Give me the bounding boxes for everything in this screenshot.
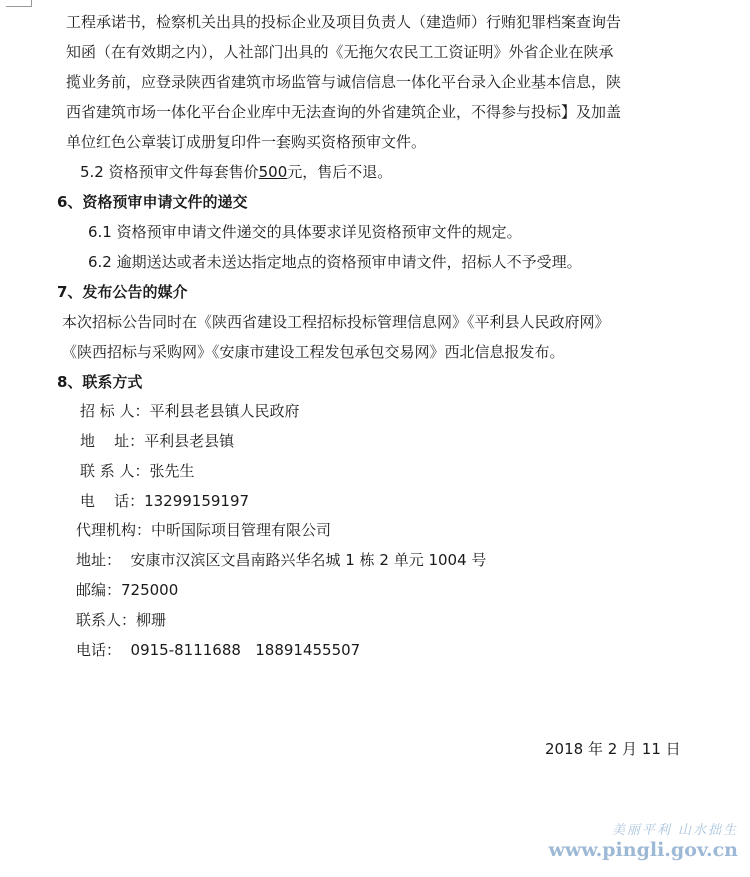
body-line-1: 工程承诺书，检察机关出具的投标企业及项目负责人（建造师）行贿犯罪档案查询告: [66, 13, 622, 31]
heading-section-7: 7、发布公告的媒介: [57, 283, 188, 301]
contact-tenderer: 招 标 人：平利县老县镇人民政府: [80, 402, 300, 420]
agency-name: 代理机构：中昕国际项目管理有限公司: [76, 521, 332, 539]
crop-mark-vertical: [31, 0, 32, 7]
heading-section-6: 6、资格预审申请文件的递交: [57, 193, 248, 211]
contact-person: 联 系 人：张先生: [80, 462, 195, 480]
crop-mark-horizontal: [6, 6, 32, 7]
agency-address: 地址： 安康市汉滨区文昌南路兴华名城 1 栋 2 单元 1004 号: [76, 551, 487, 569]
body-line-5: 单位红色公章装订成册复印件一套购买资格预审文件。: [66, 133, 427, 151]
section-5-2: [80, 162, 392, 182]
media-line-1: 本次招标公告同时在《陕西省建设工程招标投标管理信息网》《平利县人民政府网》: [62, 313, 610, 331]
watermark-url: www.pingli.gov.cn: [548, 839, 738, 861]
section-6-1: 6.1 资格预审申请文件递交的具体要求详见资格预审文件的规定。: [88, 223, 522, 241]
price-suffix: 元，售后不退。: [287, 163, 393, 181]
agency-contact-person: 联系人：柳珊: [76, 611, 167, 629]
watermark: [548, 823, 738, 861]
price-prefix: 5.2 资格预审文件每套售价: [80, 163, 259, 181]
agency-postcode: 邮编：725000: [76, 581, 179, 599]
media-line-2: 《陕西招标与采购网》《安康市建设工程发包承包交易网》西北信息报发布。: [62, 343, 565, 361]
contact-phone: 电 话：13299159197: [80, 492, 250, 510]
body-line-3: 揽业务前，应登录陕西省建筑市场监管与诚信信息一体化平台录入企业基本信息，陕: [66, 73, 622, 91]
contact-address: 地 址：平利县老县镇: [80, 432, 235, 450]
body-line-4: 西省建筑市场一体化平台企业库中无法查询的外省建筑企业，不得参与投标】及加盖: [66, 103, 622, 121]
price-value: 500: [258, 163, 288, 181]
section-6-2: 6.2 逾期送达或者未送达指定地点的资格预审申请文件，招标人不予受理。: [88, 253, 582, 271]
heading-section-8: 8、联系方式: [57, 373, 143, 391]
body-line-2: 知函（在有效期之内），人社部门出具的《无拖欠农民工工资证明》外省企业在陕承: [66, 43, 614, 61]
watermark-slogan: 美丽平利 山水拙生: [611, 823, 738, 838]
announcement-date: 2018 年 2 月 11 日: [545, 740, 681, 758]
agency-phone: 电话： 0915-8111688 18891455507: [76, 641, 361, 659]
